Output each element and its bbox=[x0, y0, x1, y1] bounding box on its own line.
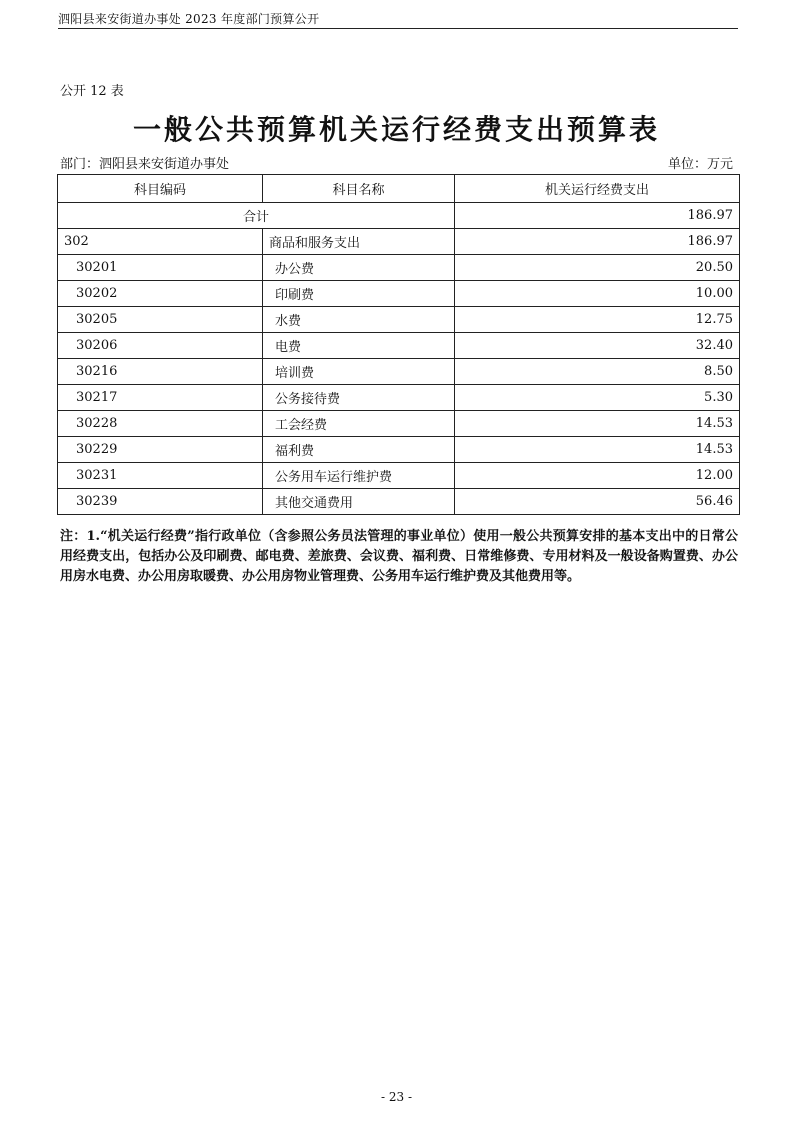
budget-table bbox=[57, 174, 740, 515]
row-code: 30206 bbox=[58, 333, 263, 359]
row-code: 30201 bbox=[58, 255, 263, 281]
row-value: 12.75 bbox=[455, 307, 740, 333]
row-value: 186.97 bbox=[455, 229, 740, 255]
row-code: 30202 bbox=[58, 281, 263, 307]
department-label: 部门：泗阳县来安街道办事处 bbox=[60, 157, 230, 172]
column-header-amount: 机关运行经费支出 bbox=[455, 175, 740, 203]
row-name: 印刷费 bbox=[263, 281, 455, 307]
table-row bbox=[58, 229, 740, 255]
row-value: 14.53 bbox=[455, 411, 740, 437]
row-code: 30231 bbox=[58, 463, 263, 489]
total-label: 合计 bbox=[58, 203, 455, 229]
table-row bbox=[58, 489, 740, 515]
row-value: 56.46 bbox=[455, 489, 740, 515]
column-header-code: 科目编码 bbox=[58, 175, 263, 203]
row-value: 20.50 bbox=[455, 255, 740, 281]
row-value: 32.40 bbox=[455, 333, 740, 359]
row-code: 30216 bbox=[58, 359, 263, 385]
header-rule bbox=[58, 28, 738, 29]
row-name: 公务用车运行维护费 bbox=[263, 463, 455, 489]
table-row bbox=[58, 359, 740, 385]
column-header-name: 科目名称 bbox=[263, 175, 455, 203]
table-row bbox=[58, 333, 740, 359]
row-value: 10.00 bbox=[455, 281, 740, 307]
table-row bbox=[58, 281, 740, 307]
row-value: 8.50 bbox=[455, 359, 740, 385]
table-row bbox=[58, 463, 740, 489]
page-title: 一般公共预算机关运行经费支出预算表 bbox=[132, 113, 660, 146]
table-row bbox=[58, 385, 740, 411]
row-name: 电费 bbox=[263, 333, 455, 359]
row-value: 14.53 bbox=[455, 437, 740, 463]
row-value: 5.30 bbox=[455, 385, 740, 411]
row-code: 30239 bbox=[58, 489, 263, 515]
row-value: 12.00 bbox=[455, 463, 740, 489]
row-code: 30228 bbox=[58, 411, 263, 437]
table-row bbox=[58, 255, 740, 281]
row-name: 其他交通费用 bbox=[263, 489, 455, 515]
table-row bbox=[58, 411, 740, 437]
table-row bbox=[58, 307, 740, 333]
row-code: 30205 bbox=[58, 307, 263, 333]
row-name: 培训费 bbox=[263, 359, 455, 385]
running-header: 泗阳县来安街道办事处 2023 年度部门预算公开 bbox=[58, 12, 320, 26]
row-code: 30229 bbox=[58, 437, 263, 463]
row-name: 办公费 bbox=[263, 255, 455, 281]
table-header-row bbox=[58, 175, 740, 203]
total-row bbox=[58, 203, 740, 229]
row-code: 302 bbox=[58, 229, 263, 255]
table-row bbox=[58, 437, 740, 463]
row-name: 福利费 bbox=[263, 437, 455, 463]
footnote: 注：1.“机关运行经费”指行政单位（含参照公务员法管理的事业单位）使用一般公共预算安排的基本支出中的日常公用经费支出，包括办公及印刷费、邮电费、差旅费、会议费、福利费、日常维修费、专用材料及一般设备购置费、办公用房水电费、办公用房取暖费、办公用房物业管理费、公务用车运行维护费及其他费用等。 bbox=[60, 529, 738, 584]
total-value: 186.97 bbox=[455, 203, 740, 229]
unit-label: 单位：万元 bbox=[667, 157, 733, 172]
row-name: 水费 bbox=[263, 307, 455, 333]
row-code: 30217 bbox=[58, 385, 263, 411]
row-name: 公务接待费 bbox=[263, 385, 455, 411]
table-number: 公开 12 表 bbox=[60, 84, 124, 99]
row-name: 商品和服务支出 bbox=[263, 229, 455, 255]
row-name: 工会经费 bbox=[263, 411, 455, 437]
page-number: - 23 - bbox=[380, 1090, 412, 1104]
